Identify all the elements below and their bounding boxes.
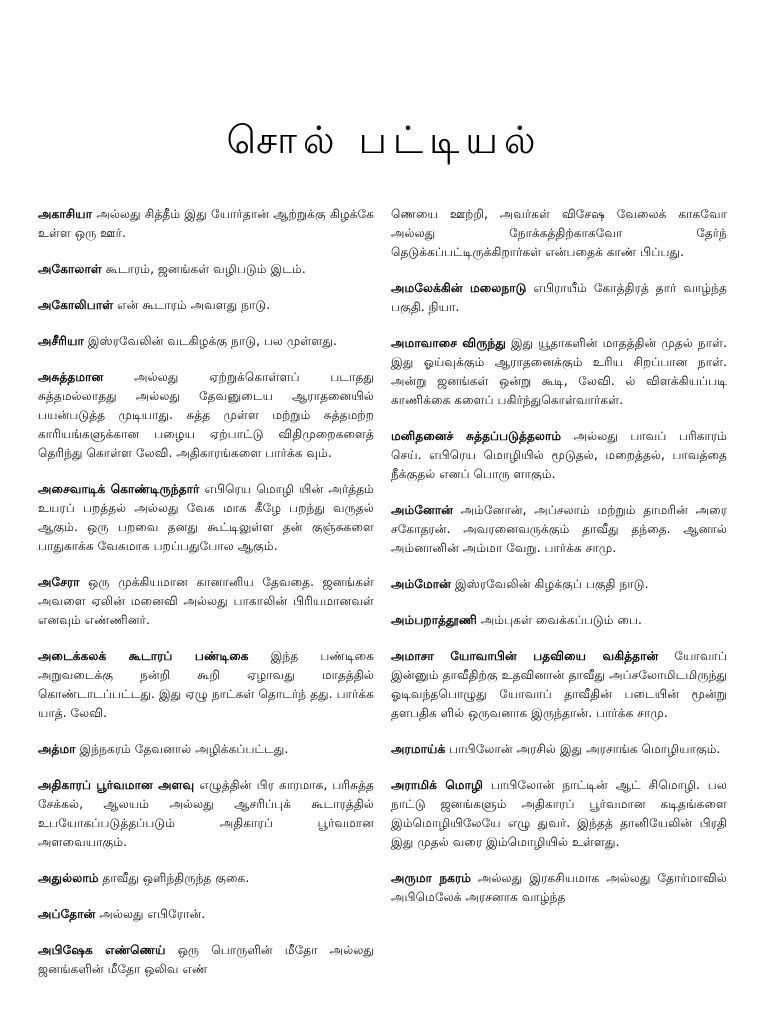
- glossary-entry: [38, 480, 374, 556]
- glossary-definition: ஒரு முக்கியமான கானானிய தேவதை. ஜனங்கள் அவளை ஏலின் மனைவி அல்லது பாகாலின் பிரியமானவள் எனவும் எண்ணினர்.: [38, 575, 374, 627]
- glossary-term: அசீரியா: [38, 334, 84, 348]
- glossary-entry: [38, 941, 374, 979]
- glossary-term: அமாவாசை விருந்து: [391, 336, 506, 350]
- glossary-column-left: [38, 205, 374, 996]
- glossary-definition: அம்னோன், அப்சலாம் மற்றும் தாமரின் அரை சகோதரன். அவரனைவருக்கும் தாவீது தந்தை. ஆனால் அம்னானின் அம்மா வேறு. பார்க்க சாமு.: [391, 503, 727, 555]
- glossary-definition: கூடாரம், ஜனங்கள் வழிபடும் இடம்.: [101, 262, 306, 276]
- glossary-term: அருமா நகரம்: [391, 871, 472, 885]
- glossary-entry: [391, 279, 727, 317]
- glossary-term: அதிகாரப் பூர்வமான அளவு: [38, 778, 195, 792]
- glossary-term: அதுல்லாம்: [38, 871, 99, 885]
- glossary-term: அராமிக் மொழி: [391, 778, 483, 792]
- glossary-term: அப்தோன்: [38, 907, 96, 921]
- glossary-entry: [391, 427, 727, 484]
- glossary-term: மனிதனைச் சுத்தப்படுத்தலாம்: [391, 429, 562, 443]
- glossary-entry: [391, 647, 727, 723]
- glossary-entry: [38, 776, 374, 852]
- glossary-entry: [391, 501, 727, 558]
- glossary-definition: யோவாப் இன்னும் தாவீதிற்கு உதவினான் தாவீது அப்சலோமிடமிருந்து ஓடிவந்தபொழுது யோவாப் தாவீதின் படையின் மூன்று தளபதிக ளில் ஒருவனாக இருந்தான். பார்க்க சாமு.: [391, 649, 727, 720]
- glossary-entry: [391, 611, 727, 630]
- glossary-term: அசுத்தமான: [38, 370, 104, 384]
- page-title: சொல் பட்டியல்: [226, 118, 542, 162]
- glossary-definition: தாவீது ஒளிந்திருந்த குகை.: [98, 871, 250, 885]
- glossary-term: அமாசா யோவாபின் பதவியை வகித்தான்: [391, 649, 659, 663]
- glossary-entry: [38, 368, 374, 463]
- glossary-term: அரமாய்க்: [391, 742, 446, 756]
- glossary-definition: இந்நகரம் தேவனால் அழிக்கப்பட்டது.: [75, 742, 289, 756]
- glossary-definition: இது யூதாகளின் மாதத்தின் முதல் நாள். இது ஓய்வுக்கும் ஆராதனைக்கும் உரிய சிறப்பான நாள். அன்று ஜனங்கள் ஒன்று கூடி, லேவி. ல் விளக்கியப்படி காணிக்கை களைப் பகிர்ந்துகொள்வார்கள்.: [391, 336, 727, 407]
- glossary-term: அமலேக்கின் மலைநாடு: [391, 281, 527, 295]
- glossary-definition: இஸ்ரவேலின் வடகிழக்கு நாடு, பல முள்ளது.: [83, 334, 337, 348]
- glossary-term: அசைவாடிக் கொண்டிருந்தார்: [38, 482, 200, 496]
- glossary-term: அபிஷேக எண்ணெய்: [38, 943, 166, 957]
- glossary-term: அடைக்கலக் கூடாரப் பண்டிகை: [38, 649, 249, 663]
- glossary-definition: என் கூடாரம் அவளது நாடு.: [113, 298, 271, 312]
- glossary-definition: அல்லது இரகசியமாக அல்லது தோர்மாவில் அபிமெலேக் அரசனாக வாழ்ந்த: [391, 871, 727, 904]
- glossary-entry: [38, 332, 374, 351]
- glossary-term: அகாசியா: [38, 207, 93, 221]
- glossary-entry: [38, 740, 374, 759]
- glossary-entry: [391, 776, 727, 852]
- glossary-entry: [38, 647, 374, 723]
- glossary-definition: பாபிலோன் அரசில் இது அரசாங்க மொழியாகும்.: [445, 742, 721, 756]
- glossary-definition: அல்லது பாவப் பரிகாரம் செய். எபிரெய மொழியில் மூடுதல், மறைத்தல், பாவத்தை நீக்குதல் எனப் பொரு ளாகும்.: [391, 429, 727, 481]
- glossary-definition: இஸ்ரவேலின் கிழக்குப் பகுதி நாடு.: [451, 577, 649, 591]
- glossary-definition: ணெயை ஊற்றி, அவர்கள் விசேஷ வேலைக் காகவோ அல்லது நோக்கத்திற்காகவோ தேர்ந் தெடுக்கப்பட்டிருக்கிறார்கள் என்பதைக் காண் பிப்பது.: [391, 207, 727, 259]
- glossary-entry: [391, 334, 727, 410]
- glossary-entry: [391, 575, 727, 594]
- glossary-entry: [391, 869, 727, 907]
- glossary-entry: [391, 205, 727, 262]
- glossary-term: அகோலாள்: [38, 262, 102, 276]
- glossary-term: அத்மா: [38, 742, 76, 756]
- glossary-definition: பாபிலோன் நாட்டின் ஆட் சிமொழி. பல நாட்டு ஜனங்களும் அதிகாரப் பூர்வமான கடிதங்களை இம்மொழியிலேயே எழு துவர். இந்தத் தானியேலின் பிரதி இது முதல் வரை இம்மொழியில் உள்ளது.: [391, 778, 727, 849]
- glossary-entry: [38, 869, 374, 888]
- glossary-entry: [38, 905, 374, 924]
- glossary-entry: [391, 740, 727, 759]
- glossary-definition: எழுத்தின் பிர காரமாக, பரிசுத்த சேக்கல், ஆலயம் அல்லது ஆசரிப்புக் கூடாரத்தில் உபயோகப்படுத்தப்படும் அதிகாரப் பூர்வமான அளவையாகும்.: [38, 778, 374, 849]
- glossary-entry: [38, 260, 374, 279]
- glossary-term: அம்பறாத்தூணி: [391, 613, 477, 627]
- glossary-definition: இந்த பண்டிகை அறுவடைக்கு நன்றி கூறி ஏழாவது மாதத்தில் கொண்டாடப்பட்டது. இது ஏழு நாட்கள் தொடர்ந் தது. பார்க்க யாத். லேவி.: [38, 649, 374, 720]
- glossary-definition: அம்புகள் வைக்கப்படும் பை.: [477, 613, 642, 627]
- glossary-definition: அல்லது ஏற்றுக்கொள்ளப் படாதது சுத்தமல்லாதது அல்லது தேவனுடைய ஆராதனையில் பயன்படுத்த முடியாது. சுத்த முள்ள மற்றும் சுத்தமற்ற காரியங்களுக்கான பழைய ஏற்பாட்டு விதிமுறைகளைத் தெரிந்து கொள்ள லேவி. அதிகாரங்களை பார்க்க வும்.: [38, 370, 374, 460]
- glossary-term: அகோலிபாள்: [38, 298, 114, 312]
- glossary-entry: [38, 573, 374, 630]
- glossary-definition: ஒரு பொருளின் மீதோ அல்லது ஜனங்களின் மீதோ ஒலிவ எண்: [38, 943, 375, 976]
- glossary-definition: அல்லது சித்தீம் இது யோர்தான் ஆற்றுக்கு கிழக்கே உள்ள ஒரு ஊர்.: [38, 207, 374, 240]
- glossary-term: அம்னோன்: [391, 503, 454, 517]
- glossary-term: அம்மோன்: [391, 577, 451, 591]
- glossary-definition: எபிரெய மொழி யின் அர்த்தம் உயரப் பறத்தல் அல்லது வேக மாக கீழே பறந்து வருதல் ஆகும். ஒரு பறவை தனது கூட்டிலுள்ள தன் குஞ்சுகளை பாதுகாக்க வேகமாக பறப்பதுபோல ஆகும்.: [38, 482, 374, 553]
- glossary-definition: அல்லது எபிரோன்.: [95, 907, 206, 921]
- glossary-term: அசேரா: [38, 575, 80, 589]
- glossary-definition: எபிராயீம் கோத்திரத் தார் வாழ்ந்த பகுதி. நியா.: [391, 281, 727, 314]
- glossary-entry: [38, 205, 374, 243]
- glossary-column-right: [391, 205, 727, 924]
- glossary-entry: [38, 296, 374, 315]
